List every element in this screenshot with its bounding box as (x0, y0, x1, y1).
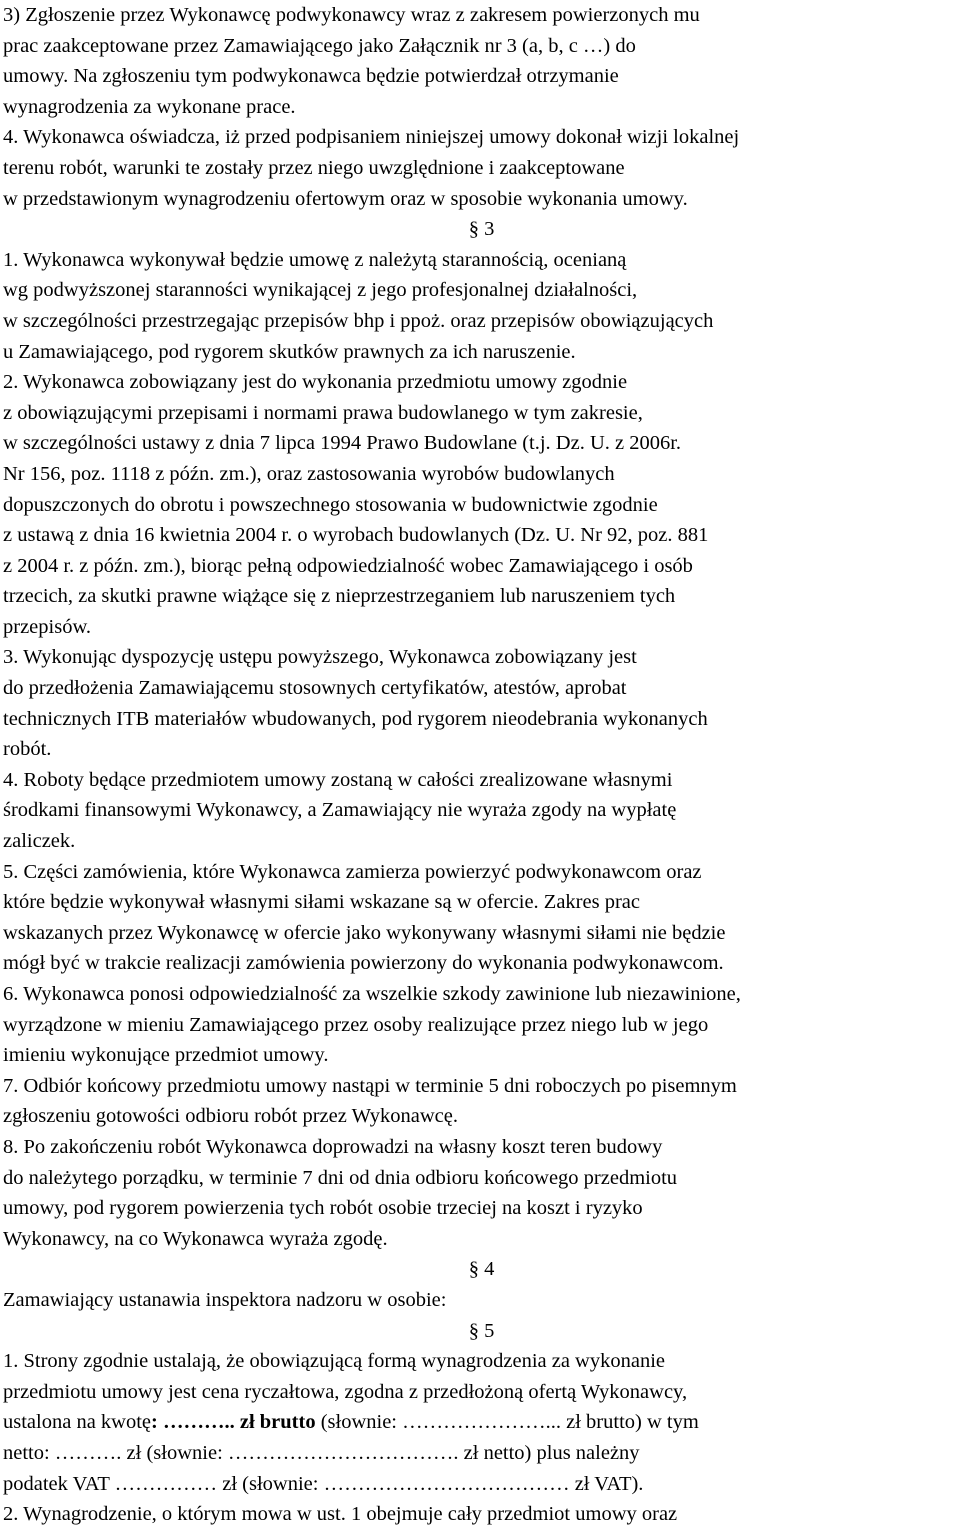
text-line: Wykonawcy, na co Wykonawca wyraża zgodę. (3, 1227, 388, 1250)
section-heading: § 3 (468, 218, 495, 241)
document-body (3, 0, 960, 1407)
text-line: 2. Wykonawca zobowiązany jest do wykonania przedmiotu umowy zgodnie (3, 371, 628, 394)
section-heading: § 5 (468, 1319, 495, 1342)
text-line: przepisów. (3, 615, 92, 638)
text-line: środkami finansowymi Wykonawcy, a Zamawiający nie wyraża zgody na wypłatę (3, 799, 677, 822)
amount-line (3, 1407, 960, 1438)
text-line: 4. Wykonawca oświadcza, iż przed podpisaniem niniejszej umowy dokonał wizji lokalnej (3, 126, 740, 149)
text-line: do przedłożenia Zamawiającemu stosownych certyfikatów, atestów, aprobat (3, 677, 627, 700)
text-line: 2. Wynagrodzenie, o którym mowa w ust. 1 obejmuje cały przedmiot umowy oraz (3, 1503, 678, 1526)
text-line: w szczególności ustawy z dnia 7 lipca 1994 Prawo Budowlane (t.j. Dz. U. z 2006r. (3, 432, 682, 455)
amount-suffix: (słownie: …………………... zł brutto) w tym (315, 1411, 699, 1434)
text-line: wynagrodzenia za wykonane prace. (3, 95, 296, 118)
text-line: umowy. Na zgłoszeniu tym podwykonawca będzie potwierdzał otrzymanie (3, 65, 619, 88)
text-line: do należytego porządku, w terminie 7 dni od dnia odbioru końcowego przedmiotu (3, 1166, 678, 1189)
text-line: wyrządzone w mieniu Zamawiającego przez osoby realizujące przez niego lub w jego (3, 1013, 709, 1036)
text-line: prac zaakceptowane przez Zamawiającego jako Załącznik nr 3 (a, b, c …) do (3, 34, 636, 57)
text-line: 1. Wykonawca wykonywał będzie umowę z należytą starannością, ocenianą (3, 248, 627, 271)
text-line: zgłoszeniu gotowości odbioru robót przez Wykonawcę. (3, 1105, 458, 1128)
text-line: trzecich, za skutki prawne wiążące się z nieprzestrzeganiem lub naruszeniem tych (3, 585, 676, 608)
text-line: 7. Odbiór końcowy przedmiotu umowy nastąpi w terminie 5 dni roboczych po pisemnym (3, 1074, 737, 1097)
text-line: 6. Wykonawca ponosi odpowiedzialność za wszelkie szkody zawinione lub niezawinione, (3, 983, 741, 1005)
text-line: Nr 156, poz. 1118 z późn. zm.), oraz zastosowania wyrobów budowlanych (3, 462, 615, 485)
text-line: robót. (3, 738, 52, 761)
text-line: 3) Zgłoszenie przez Wykonawcę podwykonawcy wraz z zakresem powierzonych mu (3, 4, 700, 26)
text-line: z 2004 r. z późn. zm.), biorąc pełną odpowiedzialność wobec Zamawiającego i osób (3, 554, 693, 577)
amount-bold: : ……….. zł brutto (151, 1411, 316, 1434)
text-line: umowy, pod rygorem powierzenia tych robót osobie trzeciej na koszt i ryzyko (3, 1197, 643, 1220)
text-line: które będzie wykonywał własnymi siłami wskazane są w ofercie. Zakres prac (3, 891, 640, 914)
text-line: z ustawą z dnia 16 kwietnia 2004 r. o wyrobach budowlanych (Dz. U. Nr 92, poz. 881 (3, 524, 709, 547)
text-line: wg podwyższonej staranności wynikającej z jego profesjonalnej działalności, (3, 279, 638, 302)
text-line: 4. Roboty będące przedmiotem umowy zostaną w całości zrealizowane własnymi (3, 768, 673, 791)
text-line: terenu robót, warunki te zostały przez niego uwzględnione i zaakceptowane (3, 156, 625, 179)
text-line: 8. Po zakończeniu robót Wykonawca doprowadzi na własny koszt teren budowy (3, 1135, 663, 1158)
text-line: technicznych ITB materiałów wbudowanych, pod rygorem nieodebrania wykonanych (3, 707, 708, 730)
amount-prefix: ustalona na kwotę (3, 1411, 152, 1434)
document-tail (3, 1438, 960, 1530)
text-line: w przedstawionym wynagrodzeniu ofertowym oraz w sposobie wykonania umowy. (3, 187, 688, 210)
text-line: 1. Strony zgodnie ustalają, że obowiązującą formą wynagrodzenia za wykonanie (3, 1350, 666, 1373)
text-line: wskazanych przez Wykonawcę w ofercie jako wykonywany własnymi siłami nie będzie (3, 921, 726, 944)
text-line: zaliczek. (3, 830, 76, 853)
text-line: Zamawiający ustanawia inspektora nadzoru w osobie: (3, 1288, 447, 1311)
text-line: przedmiotu umowy jest cena ryczałtowa, zgodna z przedłożoną ofertą Wykonawcy, (3, 1380, 688, 1403)
text-line: z obowiązującymi przepisami i normami prawa budowlanego w tym zakresie, (3, 401, 643, 424)
text-line: 5. Części zamówienia, które Wykonawca zamierza powierzyć podwykonawcom oraz (3, 860, 702, 883)
text-line: imieniu wykonujące przedmiot umowy. (3, 1044, 329, 1067)
text-line: podatek VAT …………… zł (słownie: ……………………………… zł VAT). (3, 1472, 644, 1495)
text-line: dopuszczonych do obrotu i powszechnego stosowania w budownictwie zgodnie (3, 493, 658, 516)
text-line: w szczególności przestrzegając przepisów bhp i ppoż. oraz przepisów obowiązujących (3, 309, 714, 332)
text-line: mógł być w trakcie realizacji zamówienia powierzony do wykonania podwykonawcom. (3, 952, 724, 975)
section-heading: § 4 (468, 1258, 495, 1281)
text-line: u Zamawiającego, pod rygorem skutków prawnych za ich naruszenie. (3, 340, 576, 363)
text-line: 3. Wykonując dyspozycję ustępu powyższego, Wykonawca zobowiązany jest (3, 646, 637, 669)
text-line: netto: ………. zł (słownie: ……………………………. zł netto) plus należny (3, 1441, 640, 1464)
